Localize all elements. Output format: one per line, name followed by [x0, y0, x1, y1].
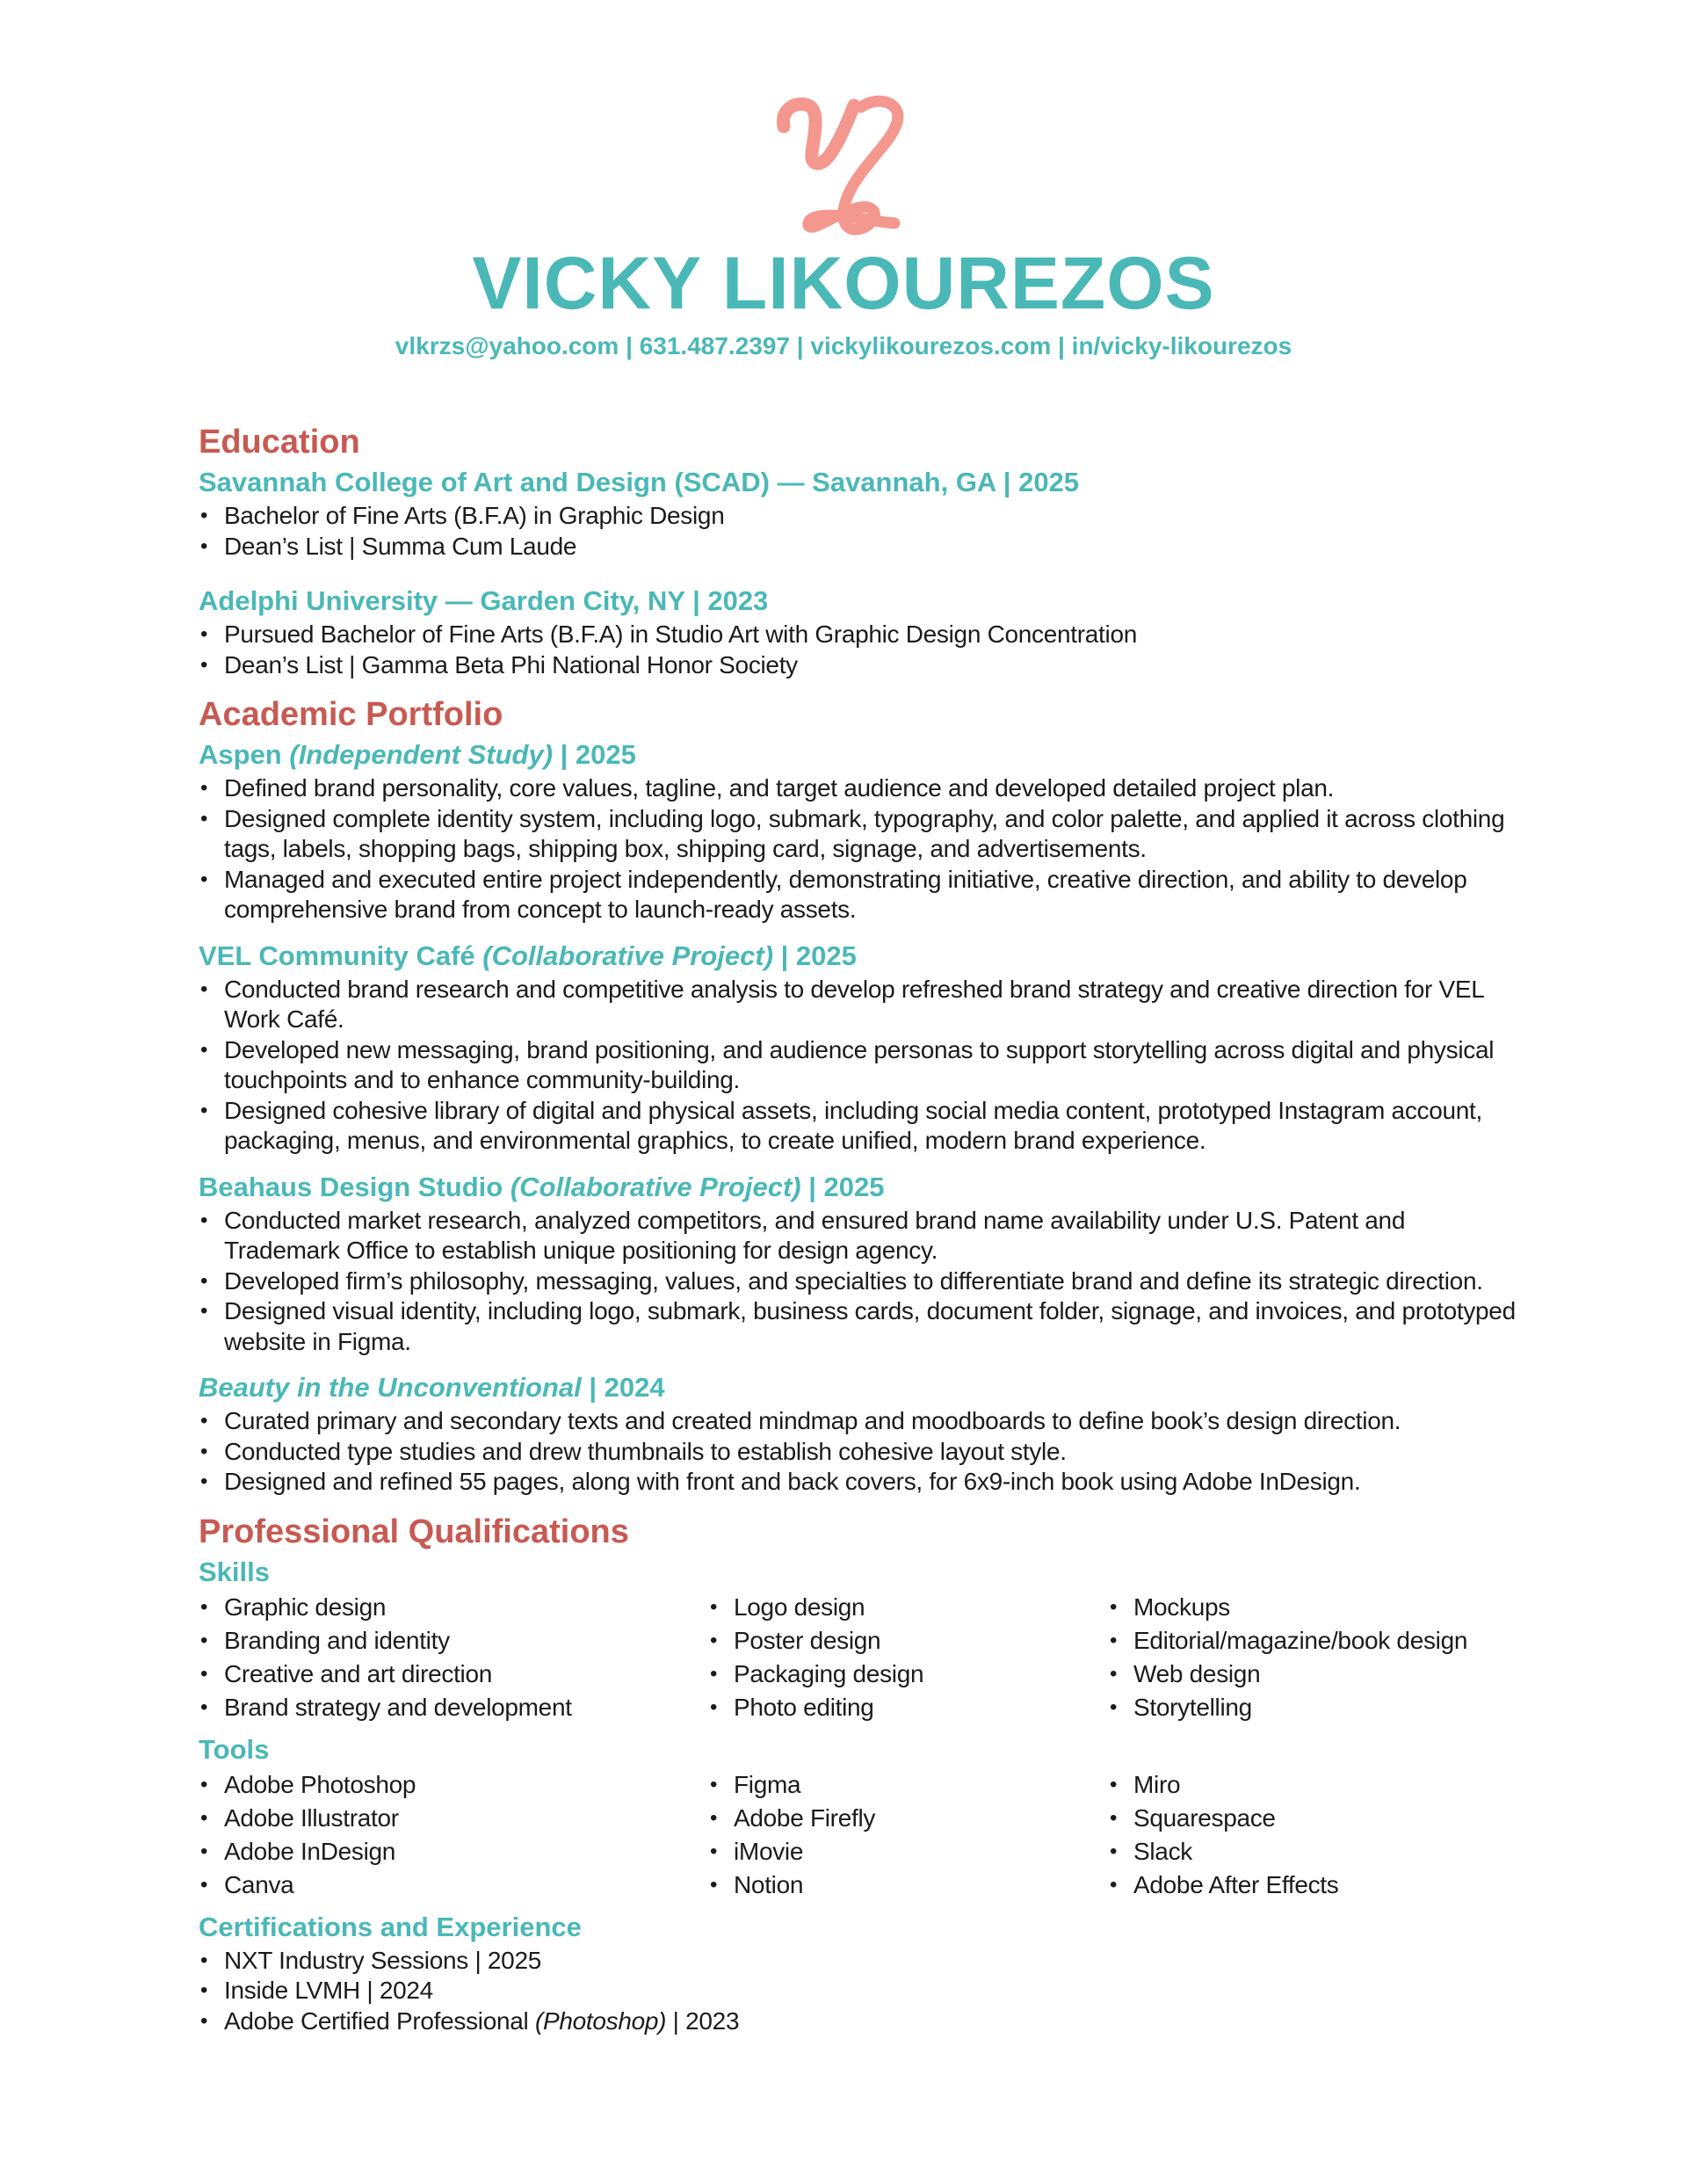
list-item: • Conducted brand research and competitive analysis to develop refreshed brand strategy and creative direction for VEL Work Café. — [199, 975, 1517, 1035]
list-item: • Pursued Bachelor of Fine Arts (B.F.A) in Studio Art with Graphic Design Concentration — [199, 620, 1517, 650]
list-item: • Designed and refined 55 pages, along with front and back covers, for 6x9-inch book using Adobe InDesign. — [199, 1467, 1517, 1498]
list-item: • iMovie — [708, 1835, 1108, 1868]
list-item: • Photo editing — [708, 1691, 1108, 1724]
tools-column-1 — [199, 1768, 708, 1902]
project-name: Beahaus Design Studio — [199, 1171, 503, 1202]
skills-column-1 — [199, 1591, 708, 1724]
list-item: • Logo design — [708, 1591, 1108, 1624]
list-item: • Defined brand personality, core values, tagline, and target audience and developed detailed project plan. — [199, 773, 1517, 804]
tools-columns — [199, 1768, 1517, 1902]
list-item: • Adobe InDesign — [199, 1835, 708, 1868]
list-item: • Creative and art direction — [199, 1658, 708, 1691]
list-item: • Adobe After Effects — [1108, 1868, 1512, 1902]
project-heading — [199, 938, 1517, 975]
portfolio-item-beauty — [199, 1369, 1517, 1498]
project-heading — [199, 1369, 1517, 1406]
list-item: • Web design — [1108, 1658, 1512, 1691]
project-type: (Collaborative Project) — [510, 1171, 801, 1202]
bullet-list — [199, 1206, 1517, 1358]
list-item: • Designed cohesive library of digital and physical assets, including social media content, prototyped Instagram account, packaging, menus, and environmental graphics, to create unified, modern brand experience. — [199, 1096, 1517, 1157]
project-year: | 2025 — [553, 739, 636, 770]
list-item: • Poster design — [708, 1624, 1108, 1658]
project-year: | 2025 — [773, 940, 857, 971]
list-item: • Graphic design — [199, 1591, 708, 1624]
candidate-name: VICKY LIKOUREZOS — [472, 242, 1215, 324]
list-item: • Mockups — [1108, 1591, 1512, 1624]
section-title-portfolio: Academic Portfolio — [199, 696, 503, 733]
list-item: • Developed firm’s philosophy, messaging, values, and specialties to differentiate brand and define its strategic direction. — [199, 1266, 1517, 1297]
list-item: • Dean’s List | Gamma Beta Phi National Honor Society — [199, 650, 1517, 681]
list-item: • Adobe Firefly — [708, 1802, 1108, 1835]
list-item: • Developed new messaging, brand positioning, and audience personas to support storytelling across digital and physical touchpoints and to enhance community-building. — [199, 1035, 1517, 1096]
bullet-list — [199, 620, 1517, 680]
list-item: • Dean’s List | Summa Cum Laude — [199, 532, 1517, 562]
list-item: • Inside LVMH | 2024 — [199, 1976, 1517, 2006]
list-item: • Slack — [1108, 1835, 1512, 1868]
education-heading: Adelphi University — Garden City, NY | 2023 — [199, 585, 769, 616]
education-heading: Savannah College of Art and Design (SCAD) — Savannah, GA | 2025 — [199, 467, 1080, 497]
project-type: (Collaborative Project) — [482, 940, 774, 971]
bullet-list — [199, 501, 1517, 562]
portfolio-item-vel — [199, 938, 1517, 1157]
tools-column-3 — [1108, 1768, 1512, 1902]
project-heading — [199, 1169, 1517, 1206]
list-item: • Bachelor of Fine Arts (B.F.A) in Graphic Design — [199, 501, 1517, 532]
cert-name: Adobe Certified Professional — [224, 2006, 535, 2035]
portfolio-item-beahaus — [199, 1169, 1517, 1358]
tools-column-2 — [708, 1768, 1108, 1902]
contact-line: vlkrzs@yahoo.com | 631.487.2397 | vickylikourezos.com | in/vicky-likourezos — [395, 332, 1292, 359]
skills-heading: Skills — [199, 1556, 270, 1587]
list-item: • Packaging design — [708, 1658, 1108, 1691]
list-item: • Designed visual identity, including logo, submark, business cards, document folder, signage, and invoices, and prototyped website in Figma. — [199, 1296, 1517, 1357]
education-item — [199, 464, 1517, 562]
list-item: • Editorial/magazine/book design — [1108, 1624, 1512, 1658]
list-item: • Conducted market research, analyzed competitors, and ensured brand name availability under U.S. Patent and Trademark Office to establish unique positioning for design agency. — [199, 1206, 1517, 1266]
portfolio-item-aspen — [199, 736, 1517, 925]
tools-heading: Tools — [199, 1733, 270, 1765]
resume-content — [199, 420, 1517, 2036]
list-item: • Squarespace — [1108, 1802, 1512, 1835]
list-item: • Designed complete identity system, including logo, submark, typography, and color palette, and applied it across clothing tags, labels, shopping bags, shipping box, shipping card, signage, and advertisements. — [199, 804, 1517, 865]
cert-detail: (Photoshop) — [534, 2006, 667, 2035]
bullet-list — [199, 975, 1517, 1157]
education-item — [199, 583, 1517, 680]
cert-year: | 2023 — [666, 2006, 740, 2035]
list-item: • Adobe Illustrator — [199, 1802, 708, 1835]
bullet-list — [199, 1406, 1517, 1498]
monogram-vl-icon — [773, 91, 914, 239]
certifications-heading: Certifications and Experience — [199, 1911, 582, 1942]
project-type: (Independent Study) — [289, 739, 554, 770]
list-item: • Managed and executed entire project independently, demonstrating initiative, creative direction, and ability to develop comprehensive brand from concept to launch-ready assets. — [199, 865, 1517, 925]
monogram-logo — [773, 91, 914, 239]
project-heading — [199, 736, 1517, 773]
section-title-education: Education — [199, 424, 360, 461]
list-item: • Canva — [199, 1868, 708, 1902]
skills-column-2 — [708, 1591, 1108, 1724]
list-item: • Brand strategy and development — [199, 1691, 708, 1724]
list-item: • Figma — [708, 1768, 1108, 1802]
list-item — [199, 2006, 1517, 2037]
bullet-list — [199, 773, 1517, 925]
list-item: • Miro — [1108, 1768, 1512, 1802]
section-title-qualifications: Professional Qualifications — [199, 1513, 629, 1550]
certifications-list — [199, 1946, 1517, 2037]
list-item: • Adobe Photoshop — [199, 1768, 708, 1802]
project-year: | 2024 — [581, 1372, 665, 1403]
list-item: • Branding and identity — [199, 1624, 708, 1658]
list-item: • NXT Industry Sessions | 2025 — [199, 1946, 1517, 1977]
project-name: VEL Community Café — [199, 940, 475, 971]
project-year: | 2025 — [800, 1171, 885, 1202]
skills-column-3 — [1108, 1591, 1512, 1724]
project-name: Aspen — [199, 739, 282, 770]
list-item: • Storytelling — [1108, 1691, 1512, 1724]
skills-columns — [199, 1591, 1517, 1724]
list-item: • Curated primary and secondary texts and created mindmap and moodboards to define book’s design direction. — [199, 1406, 1517, 1437]
project-name: Beauty in the Unconventional — [199, 1372, 582, 1403]
list-item: • Notion — [708, 1868, 1108, 1902]
list-item: • Conducted type studies and drew thumbnails to establish cohesive layout style. — [199, 1437, 1517, 1468]
